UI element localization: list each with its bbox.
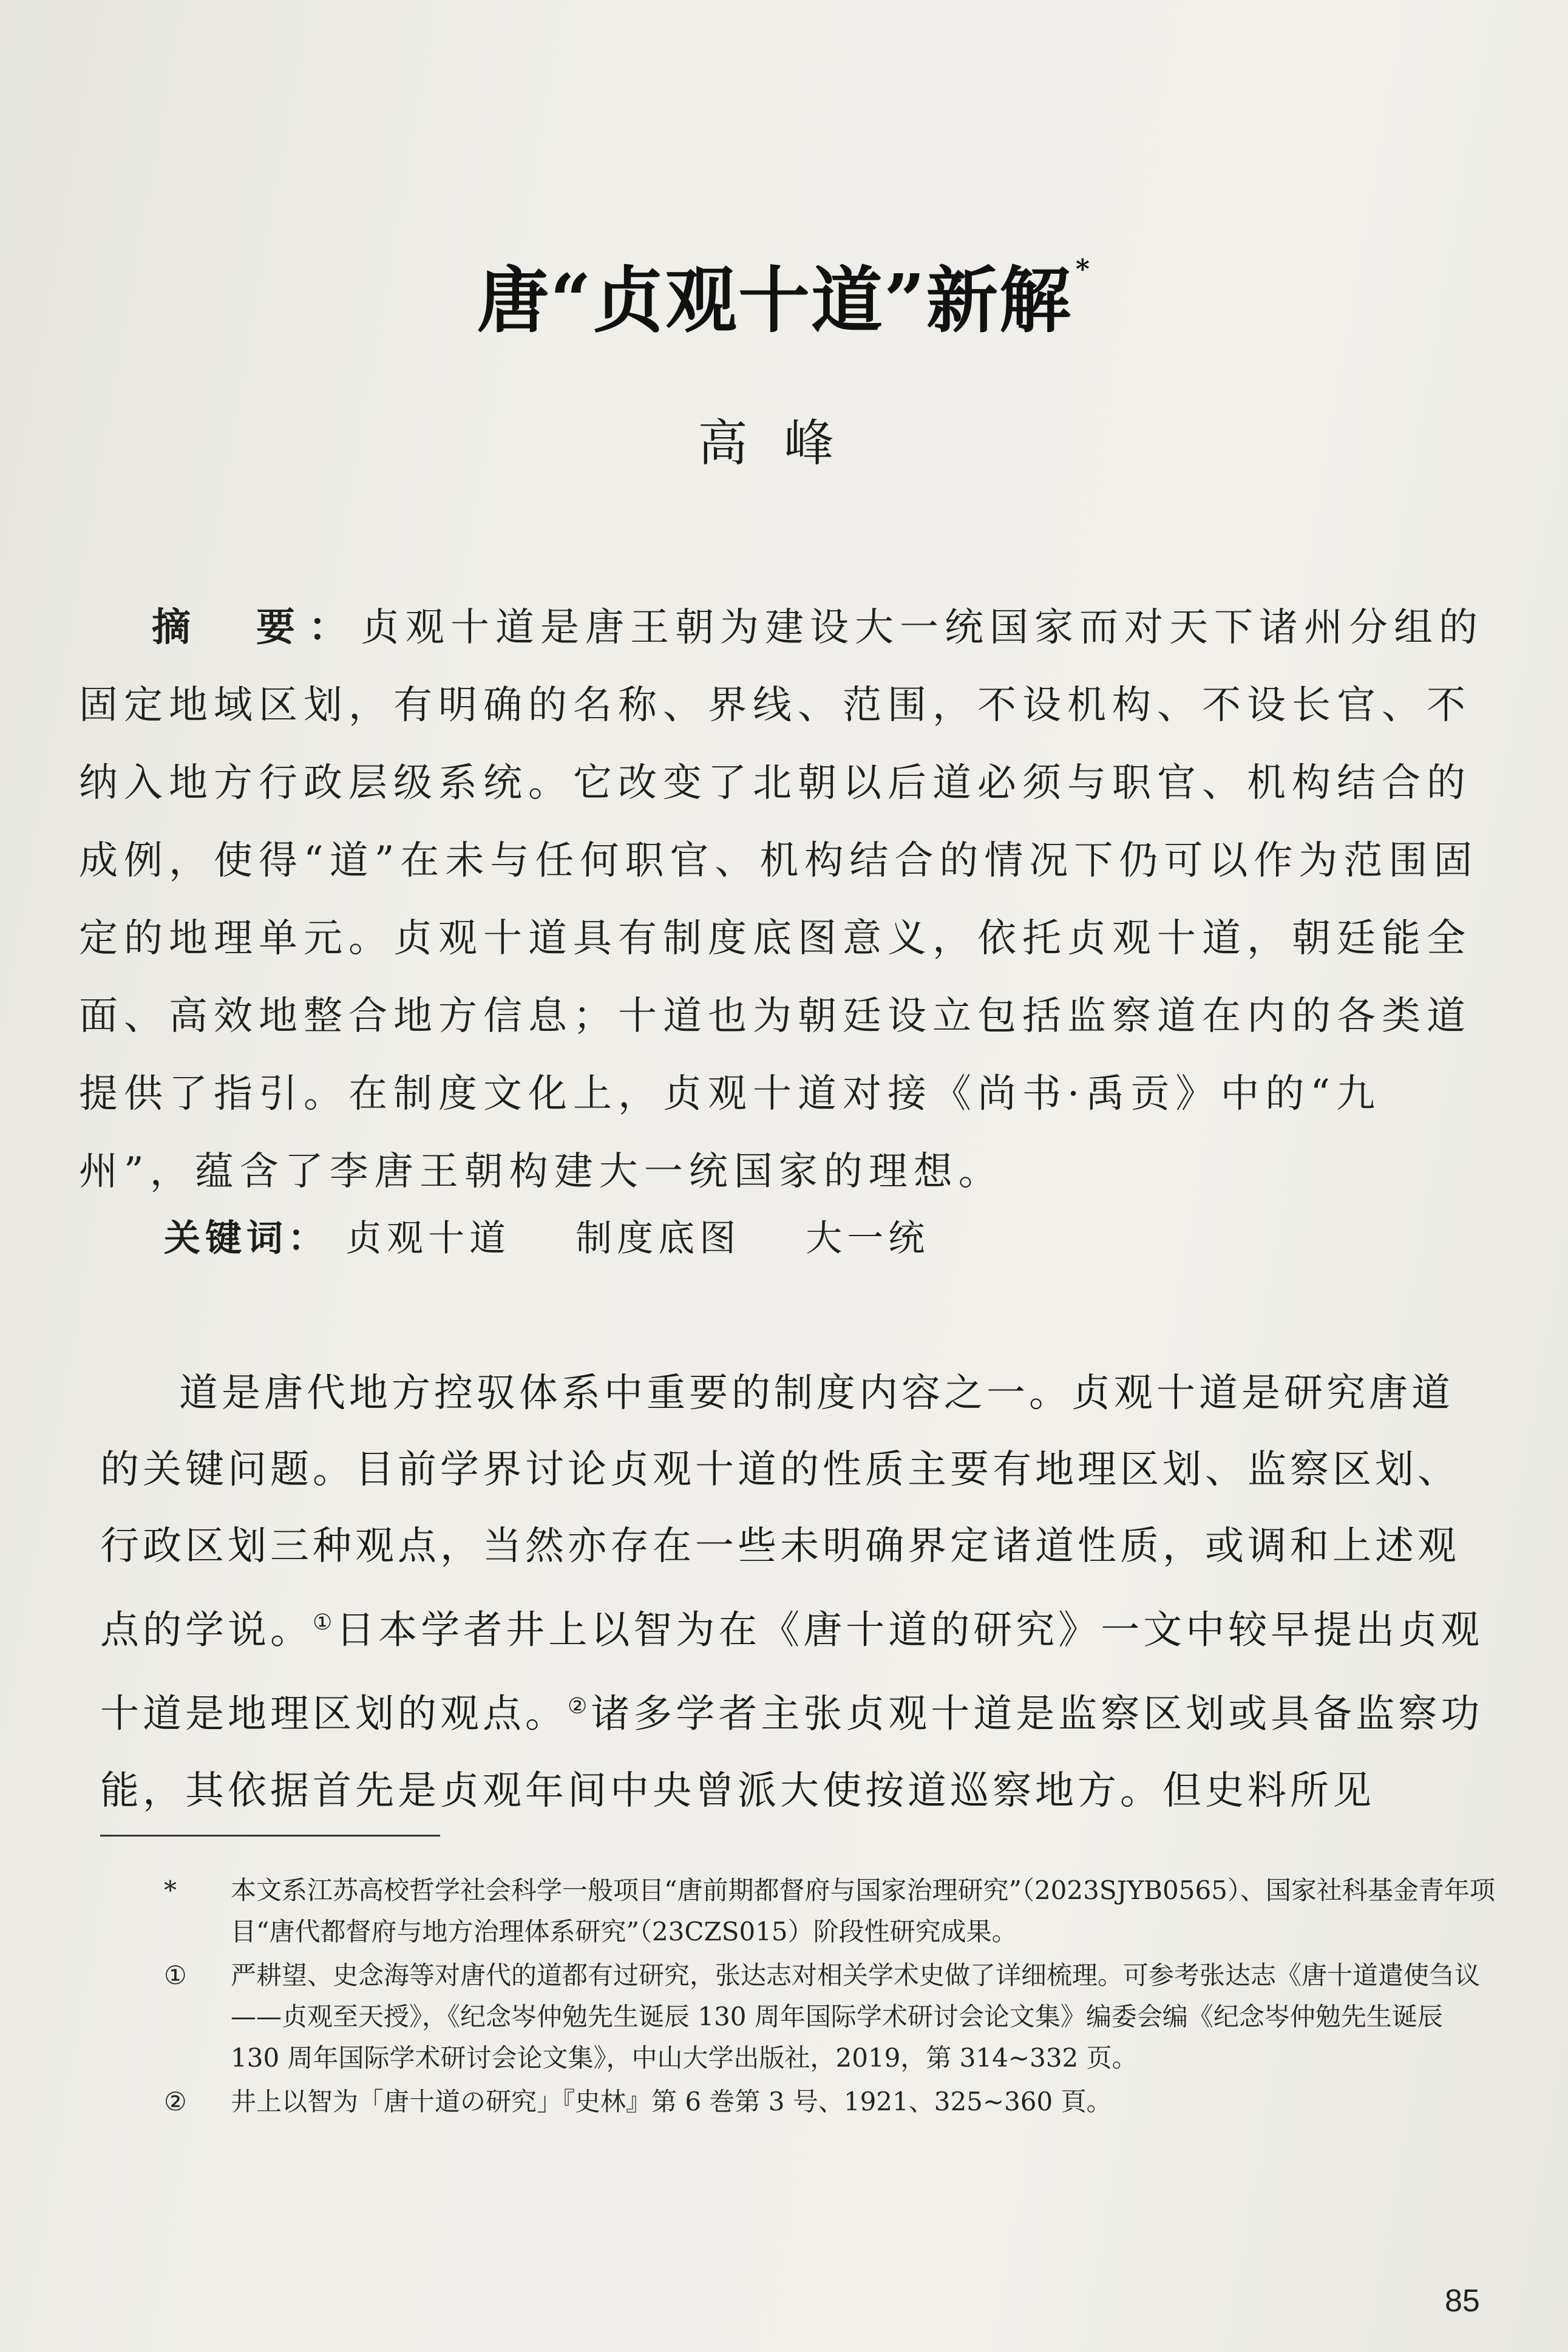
author-name: 高峰 <box>697 415 871 472</box>
footnote-mark: ② <box>164 2087 187 2116</box>
footnote-divider <box>100 1835 440 1837</box>
body-text-part: 道是唐代地方控驭体系中重要的制度内容之一。贞观十道是研究唐道的关键问题。目前学界讨论贞观十道的性质主要有地理区划、监察区划、行政区划三种观点，当然亦存在一些未明确界定诸道性质，或调和上述观点的学说。 <box>100 1371 1460 1653</box>
abstract-label: 摘 要： <box>152 605 361 650</box>
abstract <box>79 589 1493 1211</box>
keywords-label: 关键词： <box>164 1217 329 1260</box>
keyword-item: 贞观十道 <box>345 1217 511 1260</box>
footnote-text: 严耕望、史念海等对唐代的道都有过研究，张达志对相关学术史做了详细梳理。可参考张达志《唐十道遣使刍议——贞观至天授》，《纪念岑仲勉先生诞辰 130 周年国际学术研讨会论文集》编委会编《纪念岑仲勉先生诞辰 130 周年国际学术研讨会论文集》，中山大学出版社，2019，第 314~332 页。 <box>231 1960 1481 2073</box>
body-text-part: 诸多学者主张贞观十道是监察区划或具备监察功能，其依据首先是贞观年间中央曾派大使按道巡察地方。但史料所见 <box>100 1691 1484 1813</box>
title-note-mark: * <box>1075 254 1091 285</box>
footnote-ref[interactable]: ① <box>313 1610 336 1635</box>
body-text-part: 日本学者井上以智为在《唐十道的研究》一文中较早提出贞观十道是地理区划的观点。 <box>100 1608 1484 1737</box>
keyword-item: 制度底图 <box>575 1217 741 1260</box>
footnote-item <box>164 2081 1499 2123</box>
abstract-text: 贞观十道是唐王朝为建设大一统国家而对天下诸州分组的固定地域区划，有明确的名称、界线、范围，不设机构、不设长官、不纳入地方行政层级系统。它改变了北朝以后道必须与职官、机构结合的成例，使得“道”在未与任何职官、机构结合的情况下仍可以作为范围固定的地理单元。贞观十道具有制度底图意义，依托贞观十道，朝廷能全面、高效地整合地方信息；十道也为朝廷设立包括监察道在内的各类道提供了指引。在制度文化上，贞观十道对接《尚书·禹贡》中的“九州”，蕴含了李唐王朝构建大一统国家的理想。 <box>79 605 1484 1194</box>
body-paragraph <box>100 1355 1490 1829</box>
article-title <box>0 243 1568 346</box>
keyword-item: 大一统 <box>806 1217 930 1260</box>
page-number: 85 <box>1445 2283 1480 2319</box>
footnote-item <box>164 1955 1499 2079</box>
footnote-text: 井上以智为「唐十道の研究」『史林』第 6 巻第 3 号、1921、325~360 頁。 <box>231 2087 1112 2116</box>
footnotes <box>164 1870 1499 2125</box>
article-title-text: 唐“贞观十道”新解 <box>477 258 1072 342</box>
footnote-ref[interactable]: ② <box>568 1694 591 1719</box>
footnote-mark: * <box>164 1875 177 1905</box>
footnote-item <box>164 1870 1499 1953</box>
keywords <box>164 1209 1469 1262</box>
footnote-text: 本文系江苏高校哲学社会科学一般项目“唐前期都督府与国家治理研究”（2023SJYB0565）、国家社科基金青年项目“唐代都督府与地方治理体系研究”（23CZS015）阶段性研究成果。 <box>231 1875 1495 1946</box>
footnote-mark: ① <box>164 1960 187 1990</box>
